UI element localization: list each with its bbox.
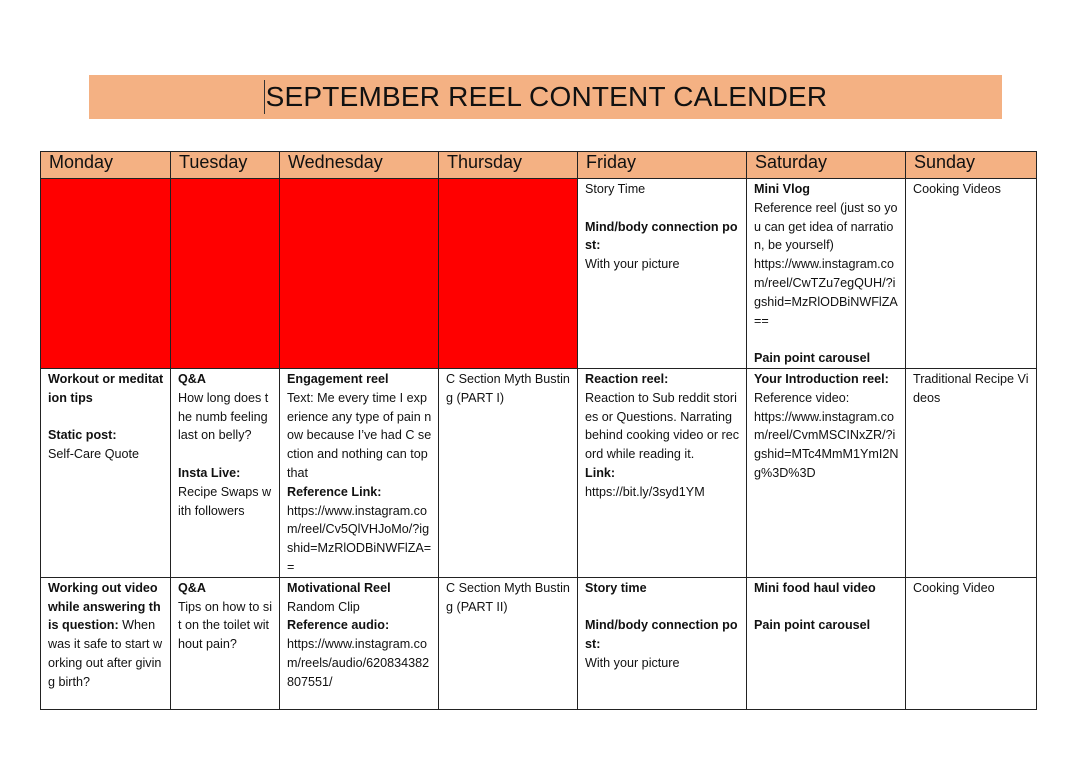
cell-text: Story Time bbox=[585, 182, 646, 196]
day-header-sunday: Sunday bbox=[906, 152, 1037, 179]
cell-heading: Mini food haul video bbox=[754, 580, 876, 595]
cell-friday bbox=[578, 179, 747, 369]
cell-heading: Pain point carousel bbox=[754, 351, 871, 366]
cell-text: Self-Care Quote bbox=[48, 447, 139, 462]
cell-sunday bbox=[906, 577, 1037, 709]
cell-wednesday bbox=[280, 368, 439, 577]
day-header-tuesday: Tuesday bbox=[171, 152, 280, 179]
table-row bbox=[41, 368, 1037, 577]
cell-text: How long does the numb feeling last on belly? bbox=[178, 390, 269, 443]
cell-heading: Insta Live: bbox=[178, 465, 241, 480]
day-header-saturday: Saturday bbox=[747, 152, 906, 179]
cell-heading: Q&A bbox=[178, 580, 206, 595]
cell-heading: Reaction reel: bbox=[585, 371, 669, 386]
cell-text: C Section Myth Busting (PART II) bbox=[446, 580, 570, 614]
cell-thursday bbox=[439, 577, 578, 709]
cell-text: Traditional Recipe Videos bbox=[913, 371, 1029, 405]
cell-text: Reaction to Sub reddit stories or Questions. Narrating behind cooking video or record while reading it. bbox=[585, 390, 740, 462]
day-header-friday: Friday bbox=[578, 152, 747, 179]
cell-sunday bbox=[906, 368, 1037, 577]
blocked-cell-thursday bbox=[439, 179, 578, 369]
reference-link[interactable]: https://www.instagram.com/reel/Cv5QlVHJoMo/?igshid=MzRlODBiNWFlZA== bbox=[287, 503, 432, 574]
reference-link[interactable]: https://www.instagram.com/reel/CwTZu7egQUH/?igshid=MzRlODBiNWFlZA== bbox=[754, 257, 898, 328]
cell-text: Cooking Video bbox=[913, 580, 995, 595]
cell-heading: Working out video while answering this question: bbox=[48, 580, 161, 633]
cell-text: When was it safe to start working out after giving birth? bbox=[48, 618, 163, 689]
cell-sunday bbox=[906, 179, 1037, 369]
cell-friday bbox=[578, 577, 747, 709]
day-header-wednesday: Wednesday bbox=[280, 152, 439, 179]
cell-heading: Mind/body connection post: bbox=[585, 618, 738, 652]
cell-heading: Q&A bbox=[178, 371, 206, 386]
header-row bbox=[41, 152, 1037, 179]
cell-monday bbox=[41, 368, 171, 577]
cell-tuesday bbox=[171, 368, 280, 577]
cell-heading: Reference audio: bbox=[287, 618, 390, 633]
cell-heading: Link: bbox=[585, 465, 616, 480]
cell-text: With your picture bbox=[585, 257, 680, 272]
page-title: SEPTEMBER REEL CONTENT CALENDER bbox=[265, 81, 828, 112]
reference-link[interactable]: https://www.instagram.com/reel/CvmMSCINxZR/?igshid=MTc4MmM1YmI2Ng%3D%3D bbox=[754, 409, 899, 480]
cell-heading: Workout or meditation tips bbox=[48, 371, 164, 405]
table-row bbox=[41, 577, 1037, 709]
cell-text: With your picture bbox=[585, 655, 680, 670]
blocked-cell-wednesday bbox=[280, 179, 439, 369]
cell-text: Recipe Swaps with followers bbox=[178, 484, 272, 518]
cell-heading: Motivational Reel bbox=[287, 580, 391, 595]
reference-link[interactable]: https://www.instagram.com/reels/audio/620834382807551/ bbox=[287, 637, 430, 689]
cell-heading: Pain point carousel bbox=[754, 618, 871, 633]
title-banner bbox=[89, 75, 1002, 119]
cell-tuesday bbox=[171, 577, 280, 709]
cell-heading: Static post: bbox=[48, 428, 117, 443]
cell-wednesday bbox=[280, 577, 439, 709]
cell-thursday bbox=[439, 368, 578, 577]
reference-link[interactable]: https://bit.ly/3syd1YM bbox=[585, 484, 705, 499]
cell-heading: Your Introduction reel: bbox=[754, 371, 889, 386]
cell-text: Random Clip bbox=[287, 599, 360, 614]
cell-friday bbox=[578, 368, 747, 577]
day-header-monday: Monday bbox=[41, 152, 171, 179]
cell-text: C Section Myth Busting (PART I) bbox=[446, 371, 570, 405]
cell-heading: Reference Link: bbox=[287, 484, 382, 499]
cell-heading: Engagement reel bbox=[287, 371, 389, 386]
cell-monday bbox=[41, 577, 171, 709]
blocked-cell-monday bbox=[41, 179, 171, 369]
cell-saturday bbox=[747, 368, 906, 577]
cell-saturday bbox=[747, 179, 906, 369]
cell-text: Text: Me every time I experience any type of pain now because I’ve had C section and nothing can top that bbox=[287, 390, 432, 480]
day-header-thursday: Thursday bbox=[439, 152, 578, 179]
table-row bbox=[41, 179, 1037, 369]
cell-heading: Mini Vlog bbox=[754, 182, 810, 196]
blocked-cell-tuesday bbox=[171, 179, 280, 369]
cell-heading: Story time bbox=[585, 580, 647, 595]
cell-heading: Mind/body connection post: bbox=[585, 219, 738, 253]
content-calendar-table bbox=[40, 151, 1037, 710]
cell-saturday bbox=[747, 577, 906, 709]
cell-text: Tips on how to sit on the toilet without pain? bbox=[178, 599, 273, 652]
cell-text: Reference reel (just so you can get idea of narration, be yourself) bbox=[754, 200, 898, 253]
cell-text: Reference video: bbox=[754, 390, 850, 405]
cell-text: Cooking Videos bbox=[913, 182, 1001, 196]
